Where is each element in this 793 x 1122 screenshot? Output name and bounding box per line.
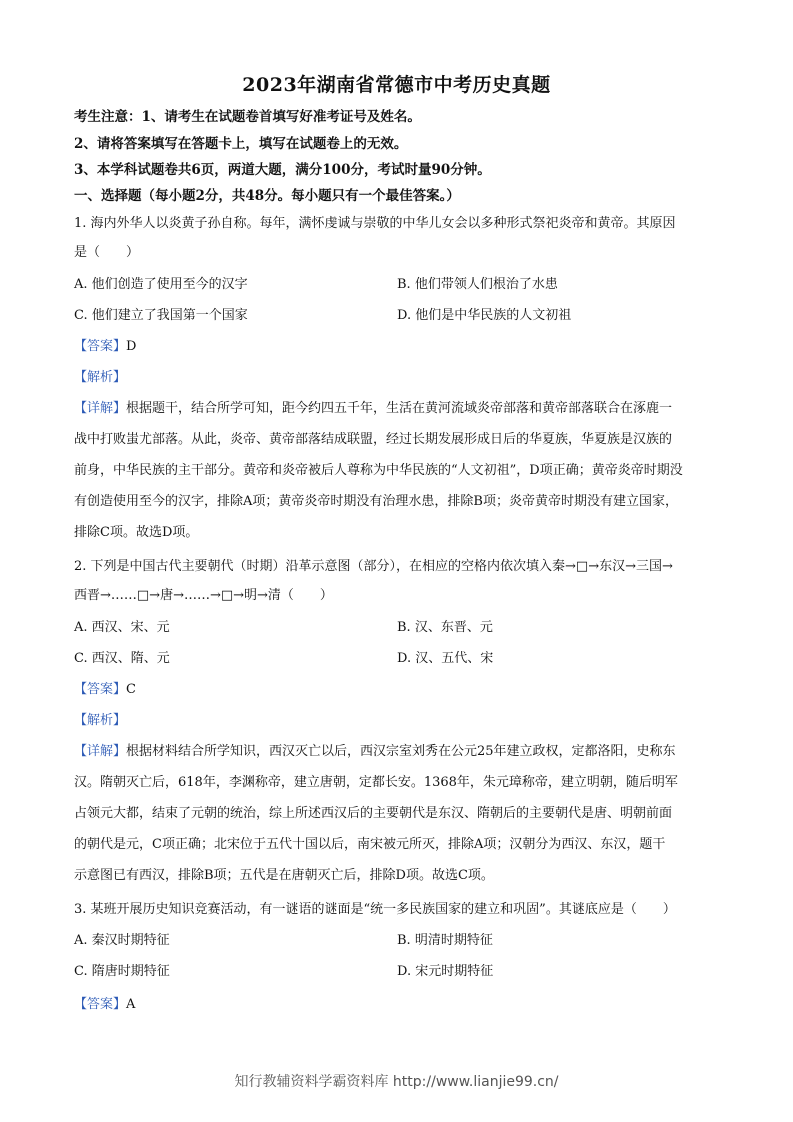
q3-stem-line-1: 3. 某班开展历史知识竞赛活动，有一谜语的谜面是“统一多民族国家的建立和巩固”。其谜底应是（ ） — [74, 902, 676, 917]
q1-option-c: C. 他们建立了我国第一个国家 — [74, 308, 248, 323]
q3-option-b: B. 明清时期特征 — [397, 933, 493, 948]
q2-option-b: B. 汉、东晋、元 — [397, 620, 493, 635]
q2-detail-text-1: 根据材料结合所学知识，西汉灭亡以后，西汉宗室刘秀在公元25年建立政权，定都洛阳，史称东 — [126, 744, 676, 759]
detail-tag: 【详解】 — [74, 744, 127, 759]
q3-answer-row — [74, 993, 722, 1012]
q1-detail-line-5: 排除C项。故选D项。 — [74, 525, 199, 540]
answer-tag: 【答案】 — [74, 997, 127, 1012]
notice-1: 考生注意：1、请考生在试题卷首填写好准考证号及姓名。 — [74, 109, 421, 125]
q1-detail-line-2: 战中打败蚩尤部落。从此，炎帝、黄帝部落结成联盟，经过长期发展形成日后的华夏族，华夏族是汉族的 — [74, 432, 673, 447]
q1-analysis-tag: 【解析】 — [74, 370, 127, 385]
q1-detail-line-4: 有创造使用至今的汉字，排除A项；黄帝炎帝时期没有治理水患，排除B项；炎帝黄帝时期没有建立国家， — [74, 494, 678, 509]
q2-analysis-tag: 【解析】 — [74, 713, 127, 728]
q2-stem-line-1: 2. 下列是中国古代主要朝代（时期）沿革示意图（部分），在相应的空格内依次填入秦→□→东汉→三国→ — [74, 559, 673, 574]
q2-detail-line-5: 示意图已有西汉，排除B项；五代是在唐朝灭亡后，排除D项。故选C项。 — [74, 868, 494, 883]
q3-option-d: D. 宋元时期特征 — [397, 964, 494, 979]
q2-detail-line-2: 汉。隋朝灭亡后，618年，李渊称帝，建立唐朝，定都长安。1368年，朱元璋称帝，建立明朝，随后明军 — [74, 775, 678, 790]
q1-option-a: A. 他们创造了使用至今的汉字 — [74, 277, 248, 292]
q1-option-b: B. 他们带领人们根治了水患 — [397, 277, 558, 292]
q3-option-a: A. 秦汉时期特征 — [74, 933, 170, 948]
answer-tag: 【答案】 — [74, 682, 127, 697]
q2-stem-line-2: 西晋→……□→唐→……→□→明→清（ ） — [74, 588, 333, 603]
q1-detail-line-3: 前身，中华民族的主干部分。黄帝和炎帝被后人尊称为中华民族的“人文初祖”，D项正确；黄帝炎帝时期没 — [74, 463, 683, 478]
q1-answer: D — [126, 339, 137, 354]
q2-detail-line-4: 的朝代是元，C项正确；北宋位于五代十国以后，南宋被元所灭，排除A项；汉朝分为西汉、东汉，题干 — [74, 837, 666, 852]
q1-detail-text-1: 根据题干，结合所学可知，距今约四五千年，生活在黄河流域炎帝部落和黄帝部落联合在涿鹿一 — [126, 401, 673, 416]
q2-option-d: D. 汉、五代、宋 — [397, 651, 494, 666]
q2-detail-line-1 — [74, 740, 722, 759]
q3-answer: A — [126, 997, 136, 1012]
q2-answer-row — [74, 678, 722, 697]
page-title: 2023年湖南省常德市中考历史真题 — [242, 74, 551, 96]
q1-option-d: D. 他们是中华民族的人文初祖 — [397, 308, 572, 323]
notice-2: 2、请将答案填写在答题卡上，填写在试题卷上的无效。 — [74, 136, 408, 152]
q2-detail-line-3: 占领元大都，结束了元朝的统治，综上所述西汉后的主要朝代是东汉、隋朝后的主要朝代是唐、明朝前面 — [74, 806, 673, 821]
footer-watermark: 知行教辅资料学霸资料库 http://www.lianjie99.cn/ — [234, 1074, 559, 1090]
q3-option-c: C. 隋唐时期特征 — [74, 964, 170, 979]
q2-option-a: A. 西汉、宋、元 — [74, 620, 170, 635]
q1-answer-row — [74, 335, 722, 354]
q1-stem-line-1: 1. 海内外华人以炎黄子孙自称。每年，满怀虔诚与崇敬的中华儿女会以多种形式祭祀炎帝和黄帝。其原因 — [74, 216, 676, 231]
detail-tag: 【详解】 — [74, 401, 127, 416]
q1-detail-line-1 — [74, 397, 722, 416]
q2-option-c: C. 西汉、隋、元 — [74, 651, 170, 666]
q1-stem-line-2: 是（ ） — [74, 245, 140, 260]
answer-tag: 【答案】 — [74, 339, 127, 354]
q2-answer: C — [126, 682, 136, 697]
notice-3: 3、本学科试题卷共6页，两道大题，满分100分，考试时量90分钟。 — [74, 162, 491, 178]
section-heading: 一、选择题（每小题2分，共48分。每小题只有一个最佳答案。） — [74, 188, 460, 204]
